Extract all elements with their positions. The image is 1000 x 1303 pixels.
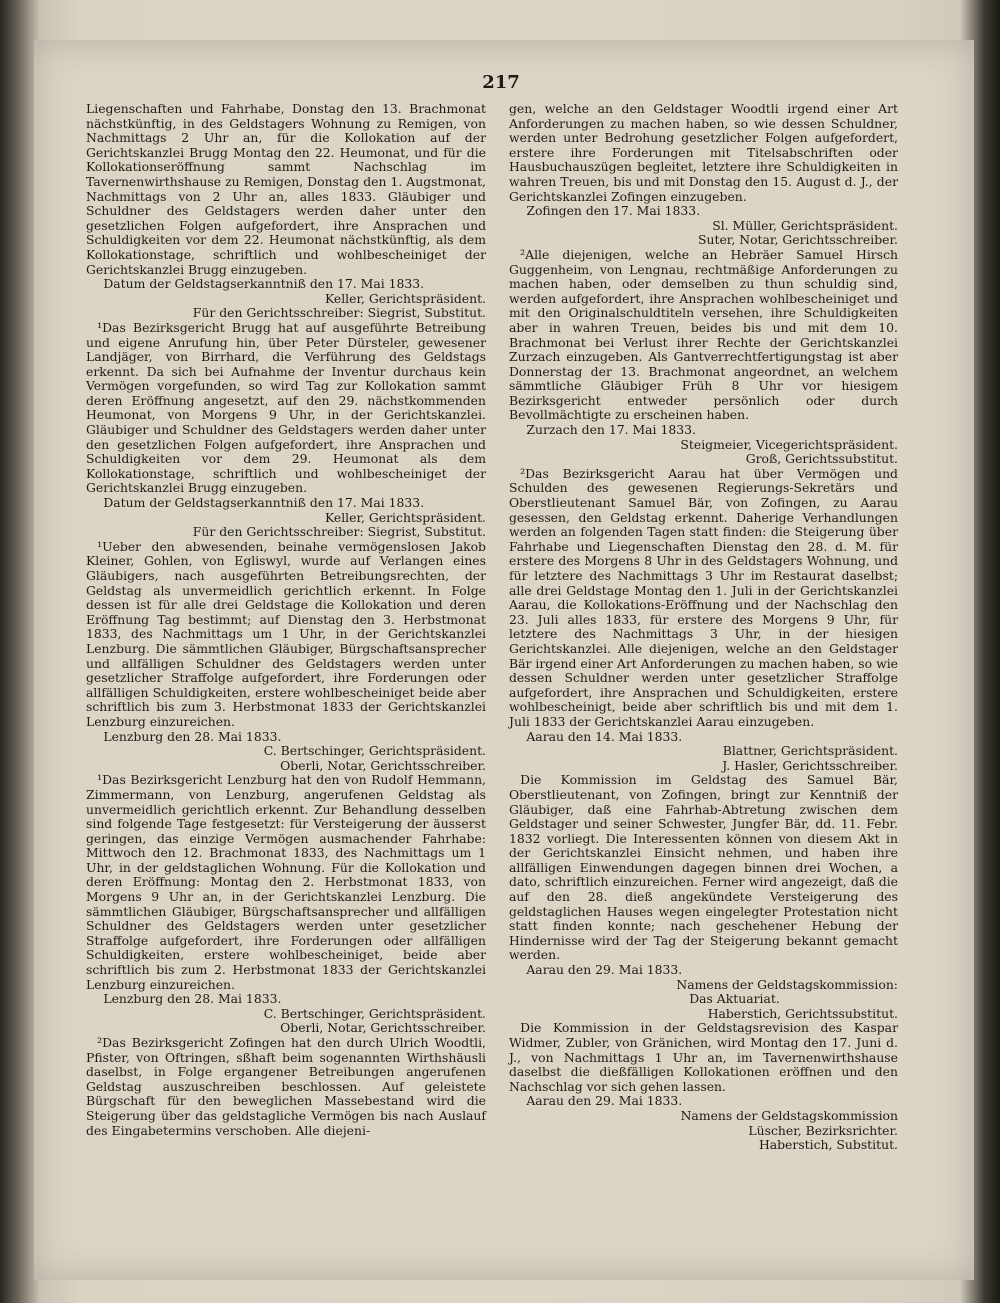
- notice-signature: Namens der Geldstagskommission: [680, 1107, 898, 1123]
- notice-paragraph: Die Kommission im Geldstag des Samuel Bär, Oberstlieutenant, von Zofingen, bringt zur Kenntniß der Gläubiger, daß eine Fahrhab-Abtretung zwischen dem Geldstager und seiner Schwester, Jungfer Bär, dd. 11. Febr. 1832 vorliegt. Die Interessenten können von diesem Akt in der Gerichtskanzlei Einsicht nehmen, und haben ihre allfälligen Einwendungen dagegen binnen drei Wochen, a dato, schriftlich einzureichen. Ferner wird angezeigt, daß die auf den 28. dieß angekündete Versteigerung des geldstaglichen Hauses wegen eingelegter Protestation nicht statt finden konnte; nach geschehener Hebung der Hindernisse wird der Tag der Steigerung bekannt gemacht werden.: [509, 772, 898, 963]
- notice-signature: Blattner, Gerichtspräsident.: [722, 743, 898, 759]
- notice-date-line: Zurzach den 17. Mai 1833.: [526, 422, 696, 438]
- notice-signature: Sl. Müller, Gerichtspräsident.: [712, 217, 898, 233]
- notice-signature: Oberli, Notar, Gerichtsschreiber.: [280, 757, 486, 773]
- notice-signature: Suter, Notar, Gerichtsschreiber.: [698, 232, 898, 248]
- notice-paragraph: ²Das Bezirksgericht Zofingen hat den durch Ulrich Woodtli, Pfister, von Oftringen, sßhaft beim sogenannten Wirthshäusli daselbst, in Folge ergangener Betreibungen angerufenen Geldstag auszuschreiben beschlossen. Auf geleistete Bürgschaft für den beweglichen Massebestand wird die Steigerung über das geldstagliche Vermögen bis nach Auslauf des Eingabetermins verschoben. Alle diejeni-: [86, 1035, 486, 1138]
- notice-paragraph: ¹Ueber den abwesenden, beinahe vermögenslosen Jakob Kleiner, Gohlen, von Egliswyl, wurde auf Verlangen eines Gläubigers, nach ausgeführten Betreibungsrechten, der Geldstag als unvermeidlich gerichtlich erkennt. In Folge dessen ist für alle drei Geldstage die Kollokation und deren Eröffnung Tag bestimmt; auf Dienstag den 3. Herbstmonat 1833, des Nachmittags um 1 Uhr, in der Gerichtskanzlei Lenzburg. Die sämmtlichen Gläubiger, Bürgschaftsansprecher und allfälligen Schuldner des Geldstagers werden unter gesetzlicher Straffolge aufgefordert, ihre Forderungen oder allfälligen Schuldigkeiten, erstere wohlbescheiniget beide aber schriftlich bis zum 3. Herbstmonat 1833 der Gerichtskanzlei Lenzburg einzureichen.: [86, 538, 486, 729]
- page-number: 217: [482, 72, 520, 93]
- notice-signature: Groß, Gerichtssubstitut.: [745, 451, 898, 467]
- notice-paragraph: ²Alle diejenigen, welche an Hebräer Samuel Hirsch Guggenheim, von Lengnau, rechtmäßige Anforderungen zu machen haben, oder demselben zu thun schuldig sind, werden aufgefordert, ihre Ansprachen wohlbescheiniget und mit den Originalschuldtiteln versehen, ihre Schuldigkeiten aber in wahren Treuen, beides bis und mit dem 10. Brachmonat bei Verlust ihrer Rechte der Gerichtskanzlei Zurzach einzugeben. Als Gantverrechtfertigungstag ist aber Donnerstag der 13. Brachmonat angeordnet, an welchem sämmtliche Gläubiger Früh 8 Uhr vor hiesigem Bezirksgericht entweder persönlich oder durch Bevollmächtigte zu erscheinen haben.: [509, 246, 898, 423]
- notice-date-line: Lenzburg den 28. Mai 1833.: [103, 991, 282, 1007]
- notice-date-line: Datum der Geldstagserkanntniß den 17. Mai 1833.: [103, 276, 425, 292]
- notice-signature: Oberli, Notar, Gerichtsschreiber.: [280, 1020, 486, 1036]
- notice-signature: Keller, Gerichtspräsident.: [324, 509, 486, 525]
- notice-signature: J. Hasler, Gerichtsschreiber.: [722, 757, 898, 773]
- notice-signature: Namens der Geldstagskommission:: [676, 976, 898, 992]
- notice-signature: Haberstich, Substitut.: [758, 1137, 898, 1153]
- notice-signature: C. Bertschinger, Gerichtspräsident.: [263, 1005, 486, 1021]
- notice-date-line: Datum der Geldstagserkanntniß den 17. Mai 1833.: [103, 495, 425, 511]
- notice-signature: Das Aktuariat.: [689, 991, 780, 1007]
- notice-signature: Keller, Gerichtspräsident.: [324, 290, 486, 306]
- notice-date-line: Zofingen den 17. Mai 1833.: [526, 203, 701, 219]
- notice-paragraph: gen, welche an den Geldstager Woodtli irgend einer Art Anforderungen zu machen haben, so wie dessen Schuldner, werden unter Bedrohung gesetzlicher Folgen aufgefordert, erstere ihre Forderungen mit Titelsabschriften oder Hausbuchauszügen begleitet, letztere ihre Schuldigkeiten in wahren Treuen, bis und mit Donstag den 15. August d. J., der Gerichtskanzlei Zofingen einzugeben.: [509, 101, 898, 204]
- left-column: [86, 102, 486, 1138]
- notice-signature: Für den Gerichtsschreiber: Siegrist, Substitut.: [192, 524, 486, 540]
- notice-signature: C. Bertschinger, Gerichtspräsident.: [263, 743, 486, 759]
- notice-date-line: Lenzburg den 28. Mai 1833.: [103, 728, 282, 744]
- notice-date-line: Aarau den 29. Mai 1833.: [526, 962, 683, 978]
- notice-paragraph: ²Das Bezirksgericht Aarau hat über Vermögen und Schulden des gewesenen Regierungs-Sekretärs und Oberstlieutenant Samuel Bär, von Zofingen, zu Aarau gesessen, den Geldstag erkennt. Daherige Verhandlungen werden an folgenden Tagen statt finden: die Steigerung über Fahrhabe und Liegenschaften Dienstag den 28. d. M. für erstere des Morgens 8 Uhr in des Geldstagers Wohnung, und für letztere des Nachmittags 3 Uhr im Restaurat daselbst; alle drei Geldstage Montag den 1. Juli in der Gerichtskanzlei Aarau, die Kollokations-Eröffnung und der Nachschlag den 23. Juli alles 1833, für erstere des Morgens 9 Uhr, für letztere des Nachmittags 3 Uhr, in der hiesigen Gerichtskanzlei. Alle diejenigen, welche an den Geldstager Bär irgend einer Art Anforderungen zu machen haben, so wie dessen Schuldner werden unter gesetzlicher Straffolge aufgefordert, ihre Ansprachen und Schuldigkeiten, erstere wohlbescheinigt, beide aber schriftlich bis und mit dem 1. Juli 1833 der Gerichtskanzlei Aarau einzugeben.: [509, 465, 898, 729]
- notice-date-line: Aarau den 14. Mai 1833.: [526, 728, 683, 744]
- notice-paragraph: ¹Das Bezirksgericht Brugg hat auf ausgeführte Betreibung und eigene Anrufung hin, über Peter Dürsteler, gewesener Landjäger, von Birrhard, die Verführung des Geldstags erkennt. Da sich bei Aufnahme der Inventur durchaus kein Vermögen vorgefunden, so wird Tag zur Kollokation sammt deren Eröffnung angesetzt, auf den 29. nächstkommenden Heumonat, von Morgens 9 Uhr, in der Gerichtskanzlei. Gläubiger und Schuldner des Geldstagers werden daher unter den gesetzlichen Folgen aufgefordert, ihre Ansprachen und Schuldigkeiten vor dem 29. Heumonat als dem Kollokationstage, schriftlich und wohlbescheiniget der Gerichtskanzlei Brugg einzugeben.: [86, 319, 486, 496]
- notice-signature: Lüscher, Bezirksrichter.: [748, 1122, 898, 1138]
- notice-date-line: Aarau den 29. Mai 1833.: [526, 1093, 683, 1109]
- notice-paragraph: Die Kommission in der Geldstagsrevision des Kaspar Widmer, Zubler, von Gränichen, wird Montag den 17. Juni d. J., von Nachmittags 1 Uhr an, im Tavernenwirthshause daselbst die dießfälligen Kollokationen eröffnen und den Nachschlag vor sich gehen lassen.: [509, 1020, 898, 1094]
- notice-paragraph: ¹Das Bezirksgericht Lenzburg hat den von Rudolf Hemmann, Zimmermann, von Lenzburg, angerufenen Geldstag als unvermeidlich gerichtlich erkennt. Zur Behandlung desselben sind folgende Tage festgesetzt: für Versteigerung der äusserst geringen, das einzige Vermögen ausmachender Fahrhabe: Mittwoch den 12. Brachmonat 1833, des Nachmittags um 1 Uhr, in der geldstaglichen Wohnung. Für die Kollokation und deren Eröffnung: Montag den 2. Herbstmonat 1833, von Morgens 9 Uhr an, in der Gerichtskanzlei Lenzburg. Die sämmtlichen Gläubiger, Bürgschaftsansprecher und allfälligen Schuldner des Geldstagers werden unter gesetzlicher Straffolge aufgefordert, ihre Forderungen oder allfälligen Schuldigkeiten, erstere wohlbescheiniget, beide aber schriftlich bis zum 2. Herbstmonat 1833 der Gerichtskanzlei Lenzburg einzureichen.: [86, 772, 486, 992]
- notice-signature: Haberstich, Gerichtssubstitut.: [707, 1005, 898, 1021]
- notice-paragraph: Liegenschaften und Fahrhabe, Donstag den 13. Brachmonat nächstkünftig, in des Geldstagers Wohnung zu Remigen, von Nachmittags 2 Uhr an, für die Kollokation auf der Gerichtskanzlei Brugg Montag den 22. Heumonat, und für die Kollokationseröffnung sammt Nachschlag im Tavernenwirthshause zu Remigen, Donstag den 1. Augstmonat, Nachmittags von 2 Uhr an, alles 1833. Gläubiger und Schuldner des Geldstagers werden daher unter den gesetzlichen Folgen aufgefordert, ihre Ansprachen und Schuldigkeiten vor dem 22. Heumonat nächstkünftig, als dem Kollokationstage, schriftlich und wohlbescheiniget der Gerichtskanzlei Brugg einzugeben.: [86, 101, 486, 277]
- right-column: [509, 102, 898, 1153]
- notice-signature: Für den Gerichtsschreiber: Siegrist, Substitut.: [192, 305, 486, 321]
- notice-signature: Steigmeier, Vicegerichtspräsident.: [680, 436, 898, 452]
